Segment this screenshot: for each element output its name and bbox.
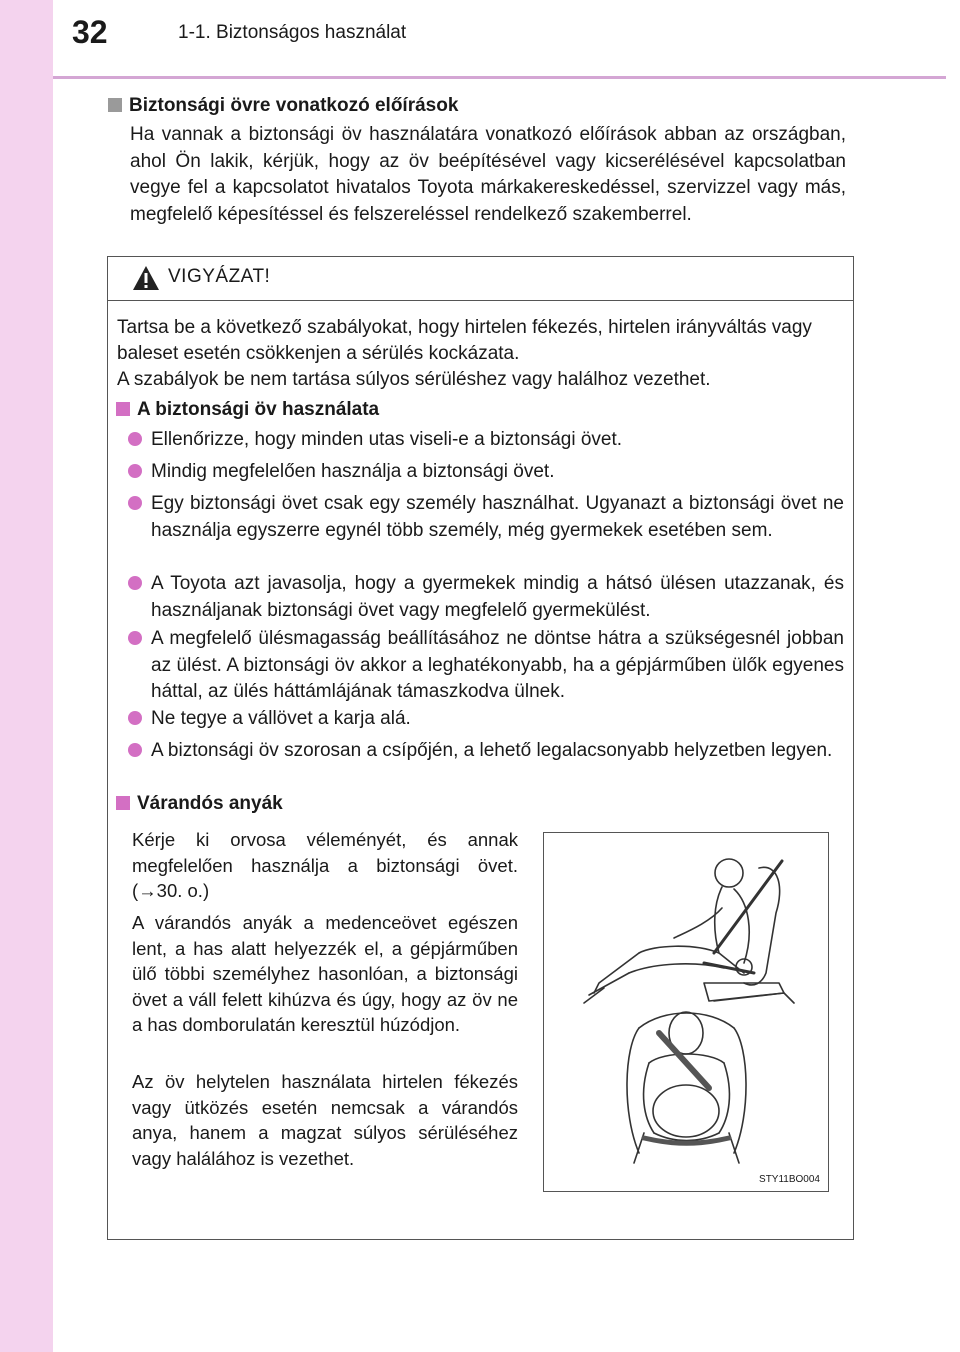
caution-box [107, 256, 854, 1240]
regulation-body: Ha vannak a biztonsági öv használatára vonatkozó előírások abban az országban, ahol Ön lakik, kérjük, hogy az öv beépítésével vagy kicserélésével kapcsolatban vegye fel a kapcsolatot hivatalos Toyota márkakereskedéssel, szervizzel vagy más, megfelelő képesítéssel és felszereléssel rendelkező szakemberrel. [130, 124, 846, 225]
section-title: 1-1. Biztonságos használat [178, 22, 407, 43]
list-item: Ne tegye a vállövet a karja alá. [128, 706, 844, 733]
square-bullet-icon [108, 98, 122, 112]
use-heading: A biztonsági öv használata [116, 399, 379, 421]
list-item: Egy biztonsági övet csak egy személy használhat. Ugyanazt a biztonsági övet ne használja egyszerre egynél több személy, még gyermekek esetében sem. [128, 491, 844, 544]
list-item: A megfelelő ülésmagasság beállításához ne döntse hátra a szükségesnél jobban az ülést. A biztonsági öv akkor a leghatékonyabb, ha a gépjárműben ülők egyenes háttal, az ülés háttámlájának támaszkodva ülnek. [128, 626, 844, 706]
list-item: Ellenőrizze, hogy minden utas viseli-e a biztonsági övet. [128, 427, 844, 454]
figure-code: STY11BO004 [759, 1174, 820, 1185]
bullet-dot-icon [128, 432, 142, 446]
side-stripe [0, 0, 53, 1352]
intro-line-1: Tartsa be a következő szabályokat, hogy hirtelen fékezés, hirtelen irányváltás vagy baleset esetén csökkenjen a sérülés kockázata. [117, 317, 812, 364]
pregnant-paragraph-2: A várandós anyák a medenceövet egészen lent, a has alatt helyezzék el, a gépjárműben ülő többi személyhez hasonlóan, a biztonsági övet a váll felett kihúzva és úgy, hogy az öv ne a has domborulatán keresztül húzódjon. [132, 912, 518, 1035]
list-item: Mindig megfelelően használja a biztonsági övet. [128, 459, 844, 486]
bullet-dot-icon [128, 496, 142, 510]
intro-line-2: A szabályok be nem tartása súlyos sérüléshez vagy halálhoz vezethet. [117, 369, 711, 390]
bullet-dot-icon [128, 743, 142, 757]
pregnant-seatbelt-illustration [543, 832, 829, 1192]
caution-intro [117, 315, 847, 393]
warning-triangle-icon [132, 265, 160, 291]
regulation-heading: Biztonsági övre vonatkozó előírások [108, 95, 458, 117]
pregnant-heading: Várandós anyák [116, 793, 283, 815]
square-bullet-icon [116, 402, 130, 416]
pregnant-paragraph-3: Az öv helytelen használata hirtelen fékezés vagy ütközés esetén nemcsak a várandós anya, hanem a magzat súlyos sérüléséhez vagy halálához is vezethet. [132, 1071, 518, 1169]
bullet-dot-icon [128, 576, 142, 590]
square-bullet-icon [116, 796, 130, 810]
page-number: 32 [72, 14, 108, 50]
seatbelt-illustration-icon [544, 833, 828, 1191]
bullet-dot-icon [128, 464, 142, 478]
header-rule [53, 76, 946, 79]
list-item: A Toyota azt javasolja, hogy a gyermekek mindig a hátsó ülésen utazzanak, és használjanak biztonsági övet vagy megfelelő gyermekülést. [128, 571, 844, 624]
bullet-dot-icon [128, 711, 142, 725]
caution-header [108, 257, 853, 301]
bullet-dot-icon [128, 631, 142, 645]
pregnant-paragraph-1: Kérje ki orvosa véleményét, és annak megfelelően használja a biztonsági övet. (→30. o.) [132, 829, 518, 901]
caution-title: VIGYÁZAT! [168, 266, 271, 287]
list-item: A biztonsági öv szorosan a csípőjén, a lehető legalacsonyabb helyzetben legyen. [128, 738, 844, 765]
